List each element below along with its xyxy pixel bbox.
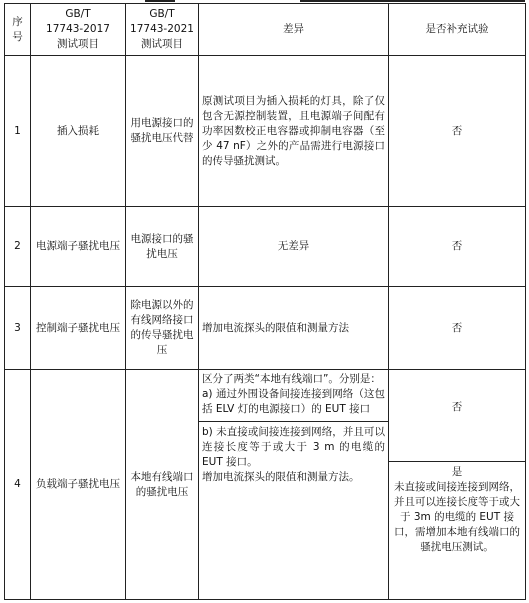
row-seq: 2 [5,207,31,287]
header-2017: GB/T 17743-2017 测试项目 [31,4,126,56]
row-item-2017: 电源端子骚扰电压 [31,207,126,287]
row-diff [199,370,389,600]
table-row [5,56,526,207]
row-item-2021: 电源接口的骚扰电压 [126,207,199,287]
row-seq: 1 [5,56,31,207]
diff-item-a: a) 通过外围设备间接连接到网络（这包括 ELV 灯的电源接口）的 EUT 接口 [202,388,385,415]
row-supp: 否 [389,56,526,207]
row-supp: 否 [389,207,526,287]
row-item-2021: 用电源接口的骚扰电压代替 [126,56,199,207]
row-seq: 4 [5,370,31,600]
comparison-table [4,3,526,600]
header-supp: 是否补充试验 [389,4,526,56]
diff-item-b: b) 未直接或间接连接到网络，并且可以连接长度等于或大于 3 m 的电缆的 EUT 接口。 增加电流探头的限值和测量方法。 [199,421,388,485]
table-row [5,370,526,600]
row-supp [389,370,526,600]
header-2021: GB/T 17743-2021 测试项目 [126,4,199,56]
header-seq: 序号 [5,4,31,56]
diff-intro: 区分了两类“本地有线端口”。分别是： [202,373,381,385]
row-item-2017: 负载端子骚扰电压 [31,370,126,600]
supp-b: 是 未直接或间接连接到网络，并且可以连接长度等于或大于 3m 的电缆的 EUT 接口，需增加本地有线端口的骚扰电压测试。 [389,461,525,555]
header-row [5,4,526,56]
supp-a: 否 [451,401,463,413]
header-diff: 差异 [199,4,389,56]
row-seq: 3 [5,287,31,370]
row-diff: 原测试项目为插入损耗的灯具，除了仅包含无源控制装置，且电源端子间配有功率因数校正电容器或抑制电容器（至少 47 nF）之外的产品需进行电源接口的传导骚扰测试。 [199,56,389,207]
row-item-2021: 除电源以外的有线网络接口的传导骚扰电压 [126,287,199,370]
row-item-2017: 插入损耗 [31,56,126,207]
row-supp: 否 [389,287,526,370]
row-item-2017: 控制端子骚扰电压 [31,287,126,370]
row-diff: 增加电流探头的限值和测量方法 [199,287,389,370]
row-diff: 无差异 [199,207,389,287]
table-row [5,287,526,370]
row-item-2021: 本地有线端口的骚扰电压 [126,370,199,600]
table-row [5,207,526,287]
